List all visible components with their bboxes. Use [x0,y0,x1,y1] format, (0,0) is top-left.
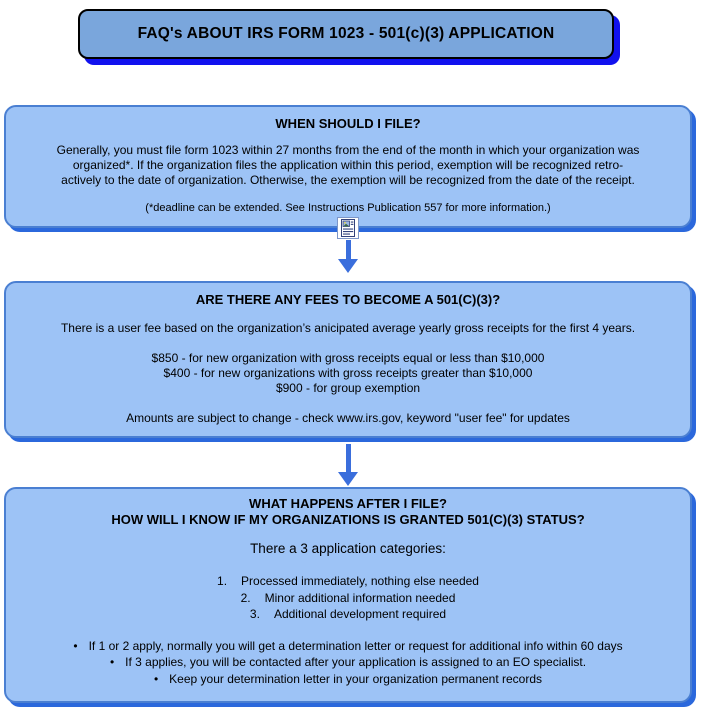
when-deadline-note: (*deadline can be extended. See Instructions Publication 557 for more information.) [145,202,551,214]
list-item-text: Keep your determination letter in your organization permanent records [169,671,543,686]
when-body [6,143,690,188]
outcome-bullet-list [6,638,690,688]
list-item-number: 1. [217,574,228,588]
application-categories-list [6,573,690,623]
when-body-line: actively to the date of organization. Otherwise, the exemption will be recognized from the date of the receipt. [61,173,635,187]
bullet-marker: • [109,655,115,669]
down-arrow-1-icon [338,259,358,273]
fee-line: $850 - for new organization with gross receipts equal or less than $10,000 [151,351,545,365]
list-item-number: 3. [249,607,260,621]
fees-intro: There is a user fee based on the organization’s anicipated average yearly gross receipts for the first 4 years. [60,321,636,335]
embedded-document-icon [337,217,359,239]
list-item [6,654,690,671]
list-item [6,573,690,590]
fee-list [6,351,690,396]
when-body-line: organized*. If the organization files the application within this period, exemption will be recognized retro- [72,158,624,172]
fees-update-note: Amounts are subject to change - check www.irs.gov, keyword "user fee" for updates [126,411,570,425]
list-item [6,606,690,623]
page-title [78,9,614,59]
bullet-marker: • [73,638,78,653]
down-arrow-1-stem [346,240,351,260]
faq-box-when-should-i-file [4,105,692,228]
fee-line: $900 - for group exemption [275,381,421,395]
bullet-marker: • [153,671,159,686]
faq-box-after-filing [4,487,692,703]
after-subheading: There a 3 application categories: [250,541,446,556]
list-item [6,671,690,688]
list-item-text: Processed immediately, nothing else needed [241,574,479,588]
after-heading [6,496,690,528]
list-item-text: Minor additional information needed [264,590,456,605]
when-body-line: Generally, you must file form 1023 within 27 months from the end of the month in which your organization was [56,143,640,157]
list-item-text: If 3 applies, you will be contacted after your application is assigned to an EO specialist. [125,655,587,669]
after-heading-line1: WHAT HAPPENS AFTER I FILE? [249,496,447,511]
after-heading-line2: HOW WILL I KNOW IF MY ORGANIZATIONS IS GRANTED 501(C)(3) STATUS? [111,512,585,527]
fee-line: $400 - for new organizations with gross receipts greater than $10,000 [163,366,533,380]
faq-box-fees [4,281,692,438]
fees-heading: ARE THERE ANY FEES TO BECOME A 501(C)(3)? [195,292,501,307]
list-item-text: Additional development required [273,607,447,621]
list-item-text: If 1 or 2 apply, normally you will get a determination letter or request for additional info within 60 days [88,638,623,653]
down-arrow-2-stem [346,444,351,473]
list-item [6,638,690,655]
when-heading: WHEN SHOULD I FILE? [275,116,421,131]
list-item-number: 2. [240,590,251,605]
down-arrow-2-icon [338,472,358,486]
list-item [6,590,690,607]
page-title-text: FAQ's ABOUT IRS FORM 1023 - 501(c)(3) APPLICATION [137,25,555,42]
